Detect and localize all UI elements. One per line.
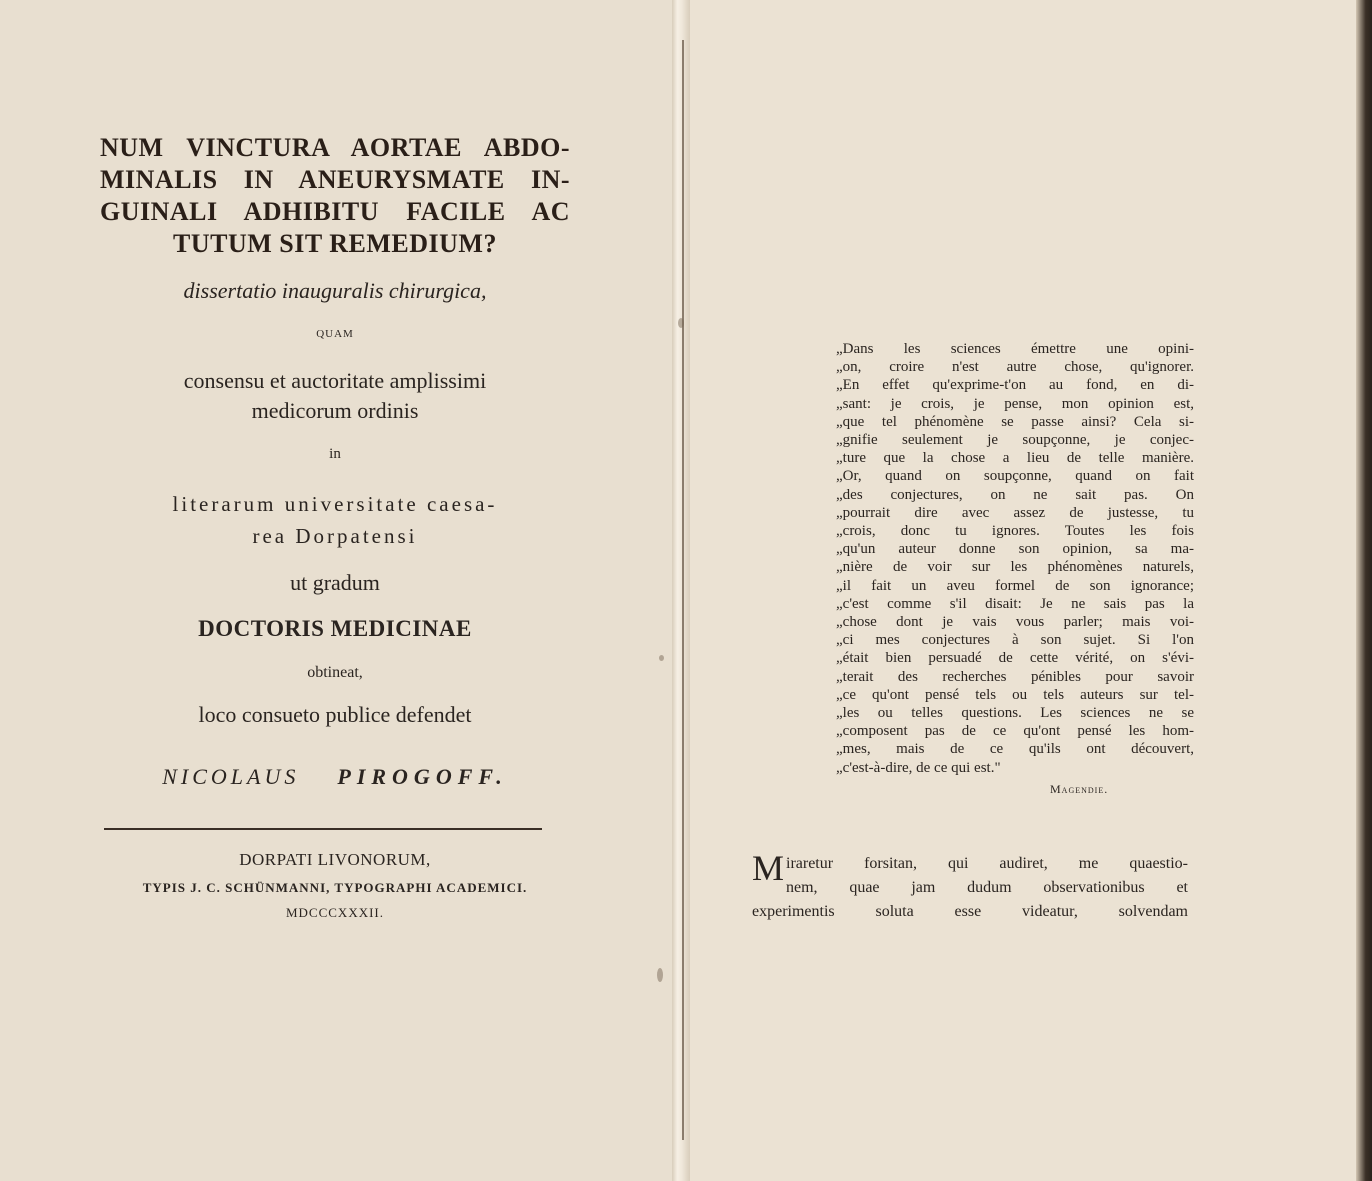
consensu-line: consensu et auctoritate amplissimi [183,368,487,393]
imprint-year: MDCCCXXXII. [285,905,385,920]
quote-line: „Or, quand on soupçonne, quand on fait [836,468,1194,485]
quote-line: „on, croire n'est autre chose, qu'ignorer. [836,359,1194,376]
quote-line: „il fait un aveu formel de son ignorance; [836,577,1194,594]
quote-line: „mes, mais de ce qu'ils ont découvert, [836,741,1194,758]
title-line: NUM VINCTURA AORTAE ABDO- [100,133,570,162]
quote-line: „qu'un auteur donne son opinion, sa ma- [836,541,1194,558]
quote-line: „composent pas de ce qu'ont pensé les hom- [836,723,1194,740]
quote-line: „c'est comme s'il disait: Je ne sais pas la [836,595,1194,612]
quote-line: „En effet qu'exprime-t'on au fond, en di- [836,377,1194,394]
epigraph-quote [836,340,1194,777]
quote-line: „ce qu'ont pensé tels ou tels auteurs sur tel- [836,686,1194,703]
binding-stain [659,655,664,661]
quote-line: „sant: je crois, je pense, mon opinion est, [836,395,1194,412]
drop-cap: M [752,848,785,888]
quote-line: „des conjectures, on ne sait pas. On [836,486,1194,503]
consensu-text [100,366,570,426]
quote-line: „crois, donc tu ignores. Toutes les fois [836,523,1194,540]
body-line: nem, quae jam dudum observationibus et [786,879,1188,896]
body-paragraph [752,848,1188,924]
quote-line: „gnifie seulement je soupçonne, je conjec- [836,432,1194,449]
defense-text: loco consueto publice defendet [198,702,472,727]
author-name [100,764,570,790]
obtineat-text: obtineat, [307,664,363,681]
quote-line: „pourrait dire avec assez de justesse, tu [836,504,1194,521]
page-edge [1356,0,1372,1181]
dissertation-title [100,132,570,260]
subtitle: dissertatio inauguralis chirurgica, [183,278,487,303]
quote-line: „c'est-à-dire, de ce qui est." [836,759,1001,776]
quote-line: „était bien persuadé de cette vérité, on s'évi- [836,650,1194,667]
quote-line: „ture que la chose a lieu de telle manière. [836,450,1194,467]
binding-stain [657,968,663,982]
consensu-line: medicorum ordinis [251,398,419,423]
university-text [100,488,570,552]
in-label: in [329,446,341,462]
book-gutter [672,0,690,1181]
gradum-text: ut gradum [290,570,380,595]
author-last-name: PIROGOFF. [337,764,508,789]
quote-line: „que tel phénomène se passe ainsi? Cela si- [836,413,1194,430]
author-first-name: NICOLAUS [162,764,300,789]
university-line: literarum universitate caesa- [172,492,498,516]
quote-line: „Dans les sciences émettre une opini- [836,341,1194,357]
divider-rule [104,828,542,830]
quam-label: QUAM [316,328,354,340]
binding-stain [678,318,684,328]
quote-line: „chose dont je vais vous parler; mais voi- [836,614,1194,631]
imprint-printer: TYPIS J. C. SCHÜNMANNI, TYPOGRAPHI ACADEMICI. [142,880,528,895]
quote-line: „nière de voir sur les phénomènes naturels, [836,559,1194,576]
title-line: GUINALI ADHIBITU FACILE AC [100,197,570,226]
quote-line: „terait des recherches pénibles pour savoir [836,668,1194,685]
degree-title: DOCTORIS MEDICINAE [198,616,472,641]
title-line: TUTUM SIT REMEDIUM? [173,229,497,258]
quote-line: „les ou telles questions. Les sciences ne se [836,705,1194,722]
binding-crease [682,40,684,1140]
university-line: rea Dorpatensi [252,524,418,548]
imprint-city: DORPATI LIVONORUM, [239,850,431,869]
quote-line: „ci mes conjectures à son sujet. Si l'on [836,632,1194,649]
body-line: iraretur forsitan, qui audiret, me quaestio- [786,855,1188,872]
body-line: experimentis soluta esse videatur, solvendam [752,903,1188,920]
quote-attribution: Magendie. [1050,782,1109,796]
title-line: MINALIS IN ANEURYSMATE IN- [100,165,570,194]
